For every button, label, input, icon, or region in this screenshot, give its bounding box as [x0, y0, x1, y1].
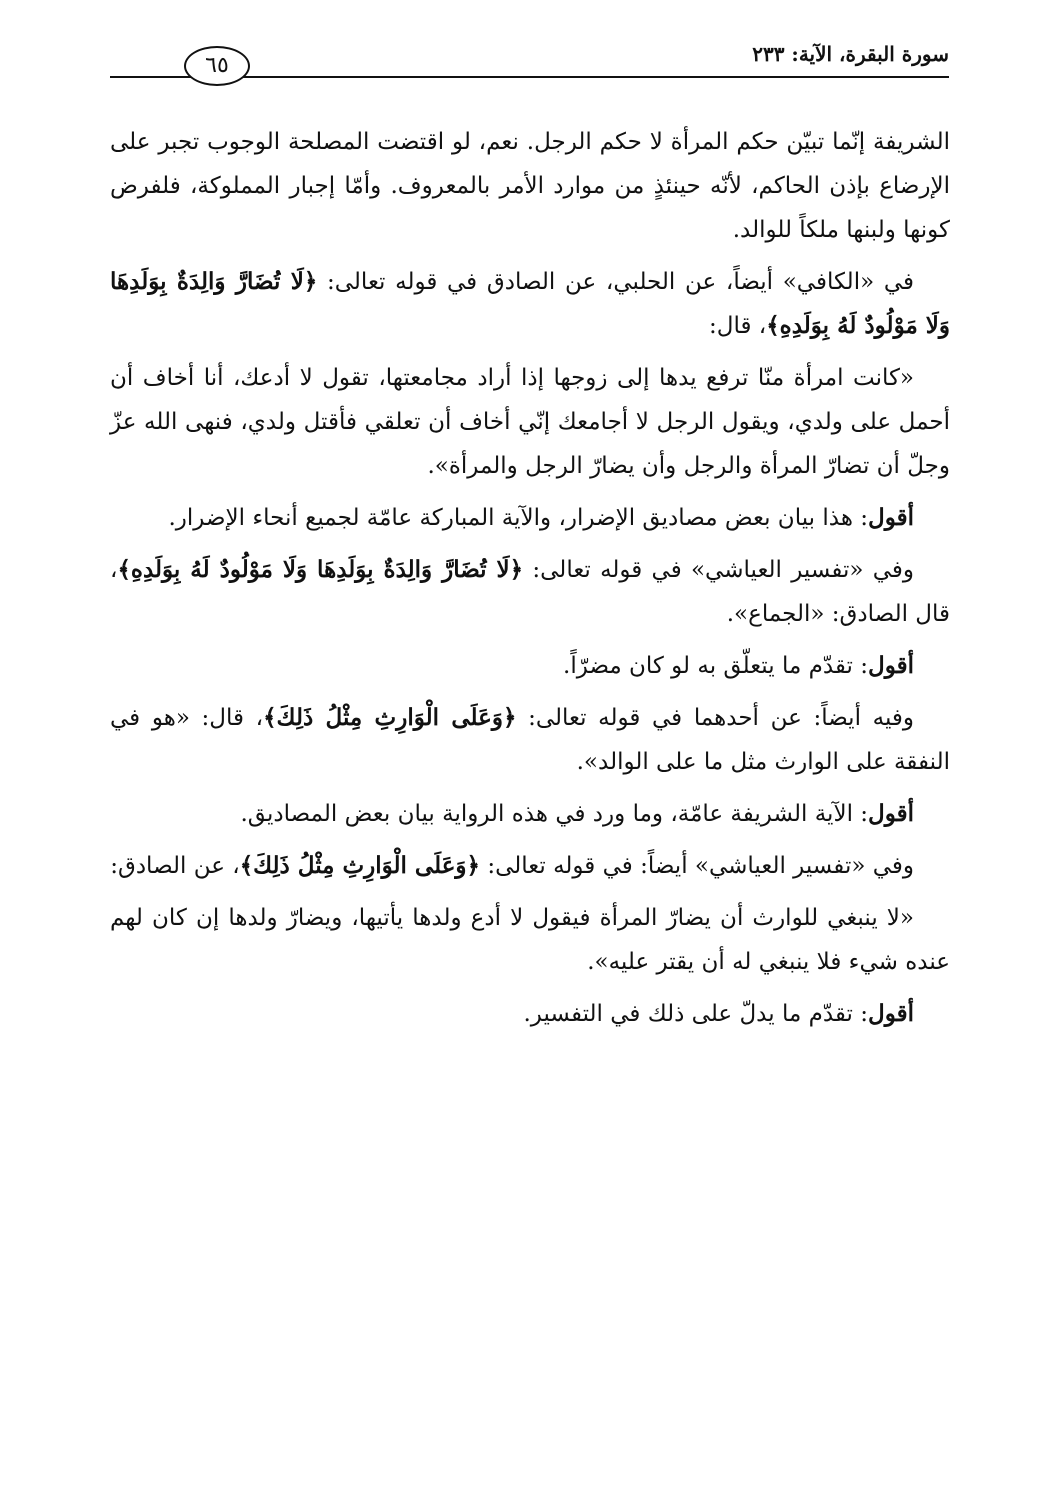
quran-verse: ﴿وَعَلَى الْوَارِثِ مِثْلُ ذَلِكَ﴾	[263, 704, 517, 731]
quote-text: «كانت امرأة منّا ترفع يدها إلى زوجها إذا أراد مجامعتها، تقول لا أدعك، أنا أخاف أن أحمل على ولدي، ويقول الرجل لا أجامعك إنّي أخاف أن تعلقي فأقتل ولدي، فنهى الله عزّ وجلّ أن تضارّ المرأة والرجل وأن يضارّ الرجل والمرأة».	[110, 365, 950, 479]
page-number-badge: ٦٥	[184, 46, 250, 86]
comment-label: أقول	[868, 504, 914, 531]
paragraph-10	[110, 896, 950, 984]
body-text	[110, 120, 950, 1044]
comment-label: أقول	[868, 1000, 914, 1027]
paragraph-7	[110, 696, 950, 784]
paragraph-6	[110, 644, 950, 688]
quran-verse: ﴿وَعَلَى الْوَارِثِ مِثْلُ ذَلِكَ﴾	[239, 852, 481, 879]
paragraph-text: في قوله تعالى:	[317, 269, 487, 295]
paragraph-2	[110, 260, 950, 348]
paragraph-3	[110, 356, 950, 488]
paragraph-text: : هذا بيان بعض مصاديق الإضرار، والآية المباركة عامّة لجميع أنحاء الإضرار.	[168, 505, 869, 531]
paragraph-1	[110, 120, 950, 252]
paragraph-11	[110, 992, 950, 1036]
paragraph-text: في «الكافي» أيضاً، عن الحلبي، عن الصادق	[486, 269, 914, 295]
paragraph-text: وفي «تفسير العياشي» أيضاً: في قوله تعالى:	[480, 853, 914, 879]
paragraph-8	[110, 792, 950, 836]
paragraph-text: : تقدّم ما يدلّ على ذلك في التفسير.	[523, 1001, 869, 1027]
comment-label: أقول	[868, 652, 914, 679]
comment-label: أقول	[868, 800, 914, 827]
paragraph-9	[110, 844, 950, 888]
paragraph-text: : تقدّم ما يتعلّق به لو كان مضرّاً.	[563, 653, 869, 679]
paragraph-text: : الآية الشريفة عامّة، وما ورد في هذه الرواية بيان بعض المصاديق.	[240, 801, 869, 827]
paragraph-text: وفيه أيضاً: عن أحدهما في قوله تعالى:	[516, 705, 914, 731]
paragraph-text: ، قال الصادق: «الجماع».	[110, 557, 950, 627]
quran-verse: ﴿لَا تُضَارَّ وَالِدَةٌ بِوَلَدِهَا وَلَا مَوْلُودٌ لَهُ بِوَلَدِهِ﴾	[117, 556, 524, 583]
paragraph-5	[110, 548, 950, 636]
paragraph-text: ، قال:	[708, 313, 767, 339]
paragraph-text: ، عن الصادق:	[110, 853, 240, 879]
quote-text: «لا ينبغي للوارث أن يضارّ المرأة فيقول لا أدع ولدها يأتيها، ويضارّ ولدها إن كان لهم عنده شيء فلا ينبغي له أن يقتر عليه».	[110, 905, 950, 975]
running-header-title: سورة البقرة، الآية: ٢٣٣	[752, 42, 949, 66]
paragraph-4	[110, 496, 950, 540]
paragraph-text: ، قال: «هو في النفقة على الوارث مثل ما على الوالد».	[110, 705, 950, 775]
paragraph-text: وفي «تفسير العياشي» في قوله تعالى:	[523, 557, 914, 583]
quran-verse: ﴿لَا تُضَارَّ وَالِدَةٌ بِوَلَدِهَا وَلَا مَوْلُودٌ لَهُ بِوَلَدِهِ﴾	[110, 268, 950, 339]
paragraph-text: الشريفة إنّما تبيّن حكم المرأة لا حكم الرجل. نعم، لو اقتضت المصلحة الوجوب تجبر على الإرضاع بإذن الحاكم، لأنّه حينئذٍ من موارد الأمر بالمعروف. وأمّا إجبار المملوكة، فلفرض كونها ولبنها ملكاً للوالد.	[110, 129, 950, 243]
